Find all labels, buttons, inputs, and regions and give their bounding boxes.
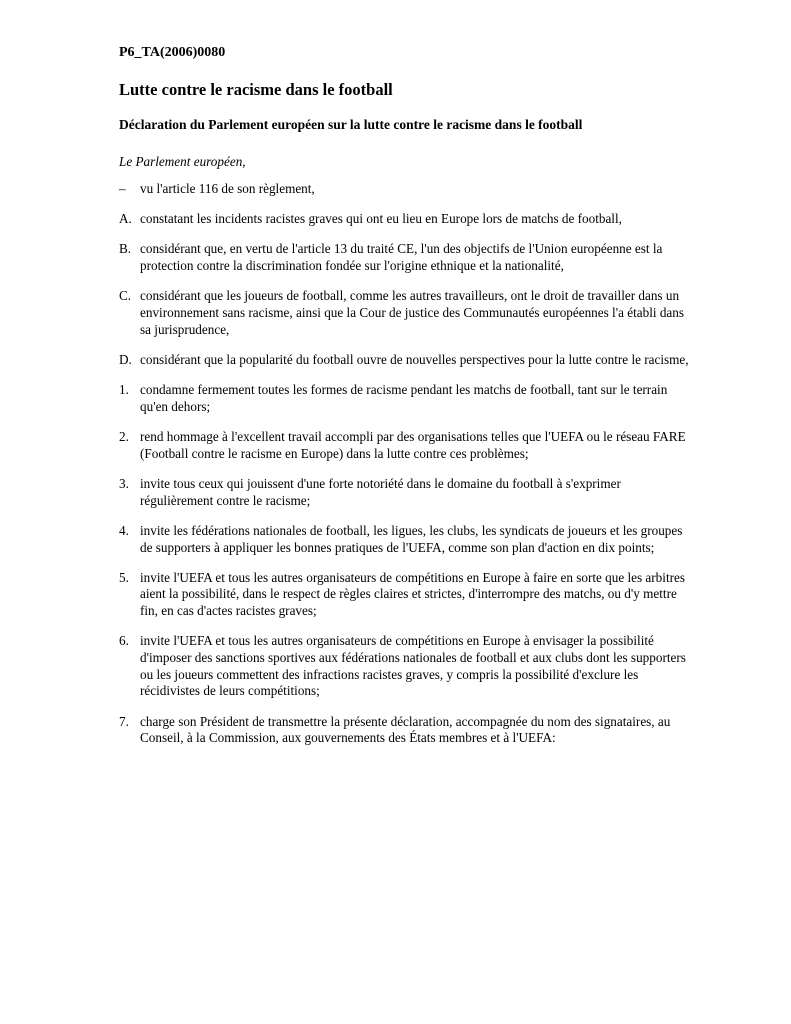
document-preamble: Le Parlement européen, [119, 154, 246, 169]
list-item-marker: 5. [119, 569, 129, 585]
list-item [119, 288, 697, 338]
list-item-marker: A. [119, 211, 132, 227]
list-item-text: invite l'UEFA et tous les autres organisateurs de compétitions en Europe à envisager la possibilité d'imposer des sanctions sportives aux fédérations nationales de football et aux clubs dont les supporters ou les joueurs commettent des infractions racistes graves, y compris la possibilité d'exclure les récidivistes de leurs compétitions; [140, 633, 686, 699]
list-item-text: condamne fermement toutes les formes de racisme pendant les matchs de football, tant sur le terrain qu'en dehors; [140, 382, 668, 414]
list-item [119, 382, 697, 415]
list-item [119, 476, 697, 509]
list-item-marker: 7. [119, 713, 129, 729]
list-item [119, 181, 697, 198]
list-item-text: rend hommage à l'excellent travail accompli par des organisations telles que l'UEFA ou le réseau FARE (Football contre le racisme en Europe) dans la lutte contre ces problèmes; [140, 429, 686, 461]
list-item-text: vu l'article 116 de son règlement, [140, 181, 315, 196]
document-reference: P6_TA(2006)0080 [119, 45, 226, 60]
list-item-marker: – [119, 181, 126, 196]
list-item-text: considérant que, en vertu de l'article 13 du traité CE, l'un des objectifs de l'Union européenne est la protection contre la discrimination fondée sur l'origine ethnique et la nationalité, [140, 241, 663, 274]
list-item-marker: C. [119, 288, 132, 304]
list-item [119, 429, 697, 462]
list-item-marker: 6. [119, 633, 129, 649]
list-item [119, 714, 697, 747]
list-item-text: invite tous ceux qui jouissent d'une forte notoriété dans le domaine du football à s'exprimer régulièrement contre le racisme; [140, 475, 621, 508]
list-item-text: invite les fédérations nationales de football, les ligues, les clubs, les syndicats de joueurs et les groupes de supporters à appliquer les bonnes pratiques de l'UEFA, comme son plan d'action en dix points; [140, 522, 683, 555]
list-item-text: constatant les incidents racistes graves qui ont eu lieu en Europe lors de matchs de football, [140, 211, 622, 227]
list-item [119, 241, 697, 274]
list-item-marker: 3. [119, 475, 129, 491]
list-item [119, 523, 697, 556]
list-item-text: considérant que les joueurs de football, comme les autres travailleurs, ont le droit de travailler dans un environnement sans racisme, ainsi que la Cour de justice des Communautés européennes l'a établi dans sa jurisprudence, [140, 288, 685, 337]
document-subtitle: Déclaration du Parlement européen sur la lutte contre le racisme dans le football [119, 117, 583, 132]
list-item-text: considérant que la popularité du football ouvre de nouvelles perspectives pour la lutte contre le racisme, [140, 351, 689, 367]
list-item-marker: B. [119, 241, 132, 257]
list-item [119, 211, 697, 228]
list-item-text: invite l'UEFA et tous les autres organisateurs de compétitions en Europe à faire en sorte que les arbitres aient la possibilité, dans le respect de règles claires et strictes, d'interrompre des matchs, ou d'y mettre fin, en cas d'actes racistes graves; [140, 569, 685, 619]
list-item [119, 633, 697, 700]
list-item-marker: D. [119, 351, 132, 367]
list-item-text: charge son Président de transmettre la présente déclaration, accompagnée du nom des signataires, au Conseil, à la Commission, aux gouvernements des États membres et à l'UEFA: [140, 713, 671, 746]
declaration-list [119, 181, 697, 747]
list-item-marker: 1. [119, 382, 129, 398]
list-item [119, 352, 697, 369]
list-item-marker: 4. [119, 522, 129, 538]
document-title: Lutte contre le racisme dans le football [119, 80, 393, 99]
list-item [119, 570, 697, 620]
list-item-marker: 2. [119, 429, 129, 445]
